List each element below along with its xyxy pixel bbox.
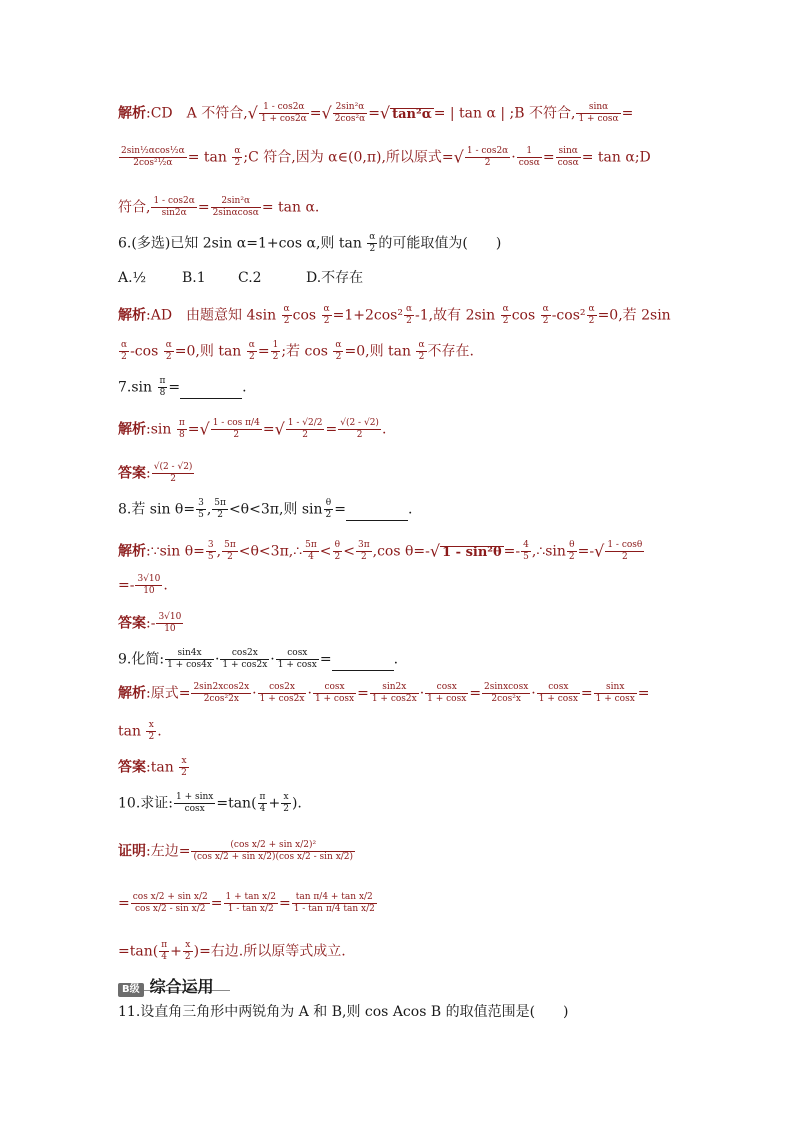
answer-8: 答案:- $\frac{3√10}{10}$ (118, 612, 182, 634)
level-b-header (118, 974, 230, 996)
question-10-stem: 10.求证: $\frac{1 + \sin x}{\cos x}$ =tan( $\frac{\pi}{4}$ + $\frac{x}{2}$ ). (118, 792, 302, 814)
answer-7: 答案: $\frac{√(2 - √2)}{2}$ (118, 462, 193, 484)
solution-7: 解析:sin $\frac{\pi}{8}$ =√ $\frac{\text{1 - cos π/4}}{2}$ =√ $\frac{1 - √2/2}{2}$ = $\frac{√(2 - √2)}{2}$ . (118, 418, 387, 440)
solution-8-line-2: =- $\frac{3√10}{10}$ . (118, 574, 168, 596)
question-8-stem: 8.若 sin θ= $\frac{3}{5}$ , $\frac{5\pi}{2}$ <θ<3π,则 sin $\frac{\theta}{2}$ = . (118, 498, 413, 520)
option-c[interactable]: C.2 (238, 270, 262, 286)
question-9-stem: 9.化简: $\frac{\sin 4x}{1 + \cos 4x}$ · $\frac{\cos 2x}{1 + \cos 2x}$ · $\frac{\cos x}{1 + \cos x}$ = . (118, 648, 399, 670)
solution-5-line-2: $\frac{\text{2sin½αcos½α}}{\text{2cos²½α}}$ = tan $\frac{\alpha}{2}$ ;C 符合,因为 α∈(0,π),所以原式=√ $\frac{1 - \cos 2\alpha}{2}$ · $\frac{1}{\cos\alpha}$ = $\frac{\sin\alpha}{\cos\alpha}$ = tan α;D (121, 146, 651, 168)
question-6-stem: 6.(多选)已知 2sin α=1+cos α,则 tan $\frac{\alpha}{2}$ 的可能取值为( ) (118, 232, 502, 254)
option-a[interactable]: A.½ (118, 270, 147, 286)
proof-10-line-3: =tan( $\frac{\pi}{4}$ + $\frac{x}{2}$ )=右边.所以原等式成立. (118, 940, 346, 962)
solution-9-line-1: 解析:原式= $\frac{2\sin 2xcos2x}{\text{2cos²2x}}$ · $\frac{\cos 2x}{1 + \cos 2x}$ · $\frac{\cos x}{1 + \cos x}$ = $\frac{\sin 2x}{1 + \cos 2x}$ · $\frac{\cos x}{1 + \cos x}$ = $\frac{\text{2sinxcosx}}{\text{2cos²x}}$ · $\frac{\cos x}{1 + \cos x}$ = $\frac{\sin x}{1 + \cos x}$ = (118, 682, 650, 704)
option-b[interactable]: B.1 (182, 270, 206, 286)
answer-blank[interactable] (346, 506, 408, 521)
proof-10-line-1: 证明:左边= $\frac{\text{(cos x/2 + sin x/2)²}}{\text{(cos x/2 + sin x/2)(cos x/2 - sin x/2)}}$ (118, 840, 354, 862)
proof-10-line-2: = $\frac{\text{cos x/2 + sin x/2}}{\text{cos x/2 - sin x/2}}$ = $\frac{\text{1 + tan x/2}}{\text{1 - tan x/2}}$ = $\frac{\text{tan π/4 + tan x/2}}{\text{1 - tan π/4 tan x/2}}$ (118, 892, 375, 914)
answer-9: 答案:tan $\frac{x}{2}$ (118, 756, 187, 778)
level-badge: B级 (118, 983, 144, 997)
option-d[interactable]: D.不存在 (306, 270, 364, 286)
solution-5-line-1: 解析:CD A 不符合,√ $\frac{1 - \cos 2\alpha}{1 + \cos 2\alpha}$ =√ $\frac{\text{2sin²α}}{\text{2cos²α}}$ =√ tan²α = | tan α | ;B 不符合, $\frac{\sin\alpha}{1 + \cos\alpha}$ = (118, 102, 634, 124)
question-11-stem: 11.设直角三角形中两锐角为 A 和 B,则 cos Acos B 的取值范围是( ) (118, 1004, 569, 1020)
solution-9-line-2: tan $\frac{x}{2}$ . (118, 720, 162, 742)
question-6-options (118, 268, 678, 288)
solution-8-line-1: 解析:∵sin θ= $\frac{3}{5}$ , $\frac{5\pi}{2}$ <θ<3π,∴ $\frac{5\pi}{4}$ < $\frac{\theta}{2}$ < $\frac{3\pi}{2}$ ,cos θ=-√ 1 - sin²θ =- $\frac{4}{5}$ ,∴sin $\frac{\theta}{2}$ =-√ $\frac{1 - \cos\theta}{2}$ (118, 540, 643, 562)
answer-blank[interactable] (180, 384, 242, 399)
question-7-stem: 7.sin $\frac{\pi}{8}$ = . (118, 376, 247, 398)
level-title: 综合运用 (149, 977, 214, 996)
solution-6-line-1: 解析:AD 由题意知 4sin $\frac{\alpha}{2}$ cos $\frac{\alpha}{2}$ =1+2cos² $\frac{\alpha}{2}$ -1,故有 2sin $\frac{\alpha}{2}$ cos $\frac{\alpha}{2}$ -cos² $\frac{\alpha}{2}$ =0,若 2sin (118, 304, 671, 326)
answer-blank[interactable] (332, 656, 394, 671)
solution-5-line-3: 符合, $\frac{1 - \cos 2\alpha}{\sin 2\alpha}$ = $\frac{\text{2sin²α}}{2\sin\alpha\cos\alpha}$ = tan α. (118, 196, 320, 218)
solution-tag: 解析 (118, 105, 146, 122)
solution-6-line-2: $\frac{\alpha}{2}$ -cos $\frac{\alpha}{2}$ =0,则 tan $\frac{\alpha}{2}$ = $\frac{1}{2}$ ;若 cos $\frac{\alpha}{2}$ =0,则 tan $\frac{\alpha}{2}$ 不存在. (121, 340, 474, 362)
